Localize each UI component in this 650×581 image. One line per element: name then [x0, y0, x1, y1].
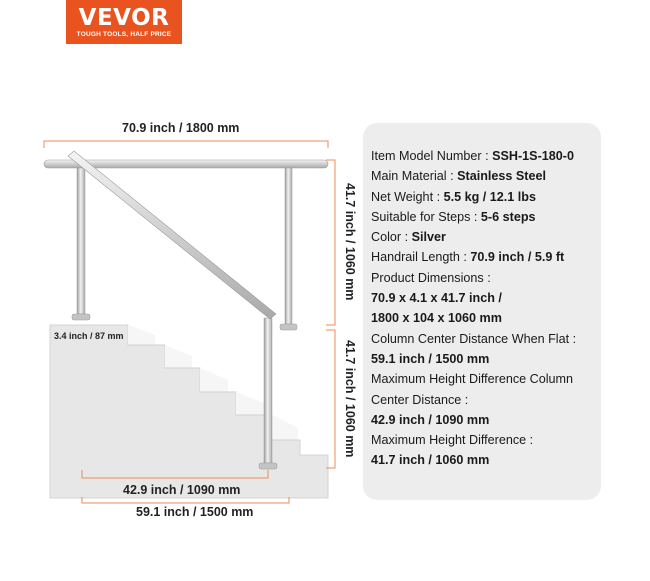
spec-label: Main Material : [371, 169, 454, 184]
spec-line [371, 288, 601, 308]
base-plate-label: 3.4 inch / 87 mm [54, 331, 124, 341]
spec-line [371, 450, 601, 470]
spec-value: Stainless Steel [457, 169, 546, 184]
spec-value: 1800 x 104 x 1060 mm [371, 311, 502, 326]
spec-value: 41.7 inch / 1060 mm [371, 453, 490, 468]
brand-name: VEVOR [78, 5, 170, 31]
lower-post [264, 318, 272, 463]
base-plate-right [280, 324, 297, 330]
spec-label: Center Distance : [371, 392, 469, 407]
spec-label: Item Model Number : [371, 149, 489, 163]
spec-line [371, 187, 601, 207]
spec-line [371, 369, 601, 389]
spec-line [371, 166, 601, 186]
spec-value: SSH-1S-180-0 [492, 149, 574, 163]
left-post [77, 168, 85, 314]
spec-value: 5.5 kg / 12.1 lbs [443, 189, 536, 204]
brand-tagline: TOUGH TOOLS, HALF PRICE [76, 31, 172, 38]
spec-line [371, 390, 601, 410]
spec-list [371, 146, 601, 471]
spec-value: 70.9 x 4.1 x 41.7 inch / [371, 291, 502, 306]
spec-line [371, 308, 601, 328]
diagonal-rail [68, 151, 276, 319]
spec-line [371, 227, 601, 247]
spec-value: 5-6 steps [480, 209, 536, 224]
spec-label: Handrail Length : [371, 250, 467, 265]
spec-label: Product Dimensions : [371, 270, 491, 285]
spec-value: Silver [411, 230, 446, 245]
spec-line [371, 247, 601, 267]
spec-line [371, 349, 601, 369]
spec-line [371, 146, 601, 166]
spec-value: 70.9 inch / 5.9 ft [470, 250, 565, 265]
spec-label: Maximum Height Difference : [371, 433, 534, 448]
spec-label: Suitable for Steps : [371, 209, 478, 224]
spec-value: 42.9 inch / 1090 mm [371, 412, 490, 427]
spec-line [371, 430, 601, 450]
spec-label: Column Center Distance When Flat : [371, 331, 577, 346]
staircase [50, 325, 328, 498]
base-plate-left [72, 314, 90, 320]
base-plate-lower [259, 463, 277, 469]
spec-value: 59.1 inch / 1500 mm [371, 351, 490, 366]
spec-label: Net Weight : [371, 189, 441, 204]
diagonal-span-label: 42.9 inch / 1090 mm [123, 483, 241, 497]
spec-line [371, 207, 601, 227]
spec-label: Color : [371, 230, 409, 245]
spec-line [371, 268, 601, 288]
lower-height-label: 41.7 inch / 1060 mm [343, 340, 357, 458]
spec-line [371, 410, 601, 430]
top-width-label: 70.9 inch / 1800 mm [122, 121, 240, 135]
spec-label: Maximum Height Difference Column [371, 372, 574, 387]
upper-height-label: 41.7 inch / 1060 mm [343, 183, 357, 301]
spec-line [371, 329, 601, 349]
right-post [285, 168, 292, 324]
column-distance-label: 59.1 inch / 1500 mm [136, 505, 254, 519]
